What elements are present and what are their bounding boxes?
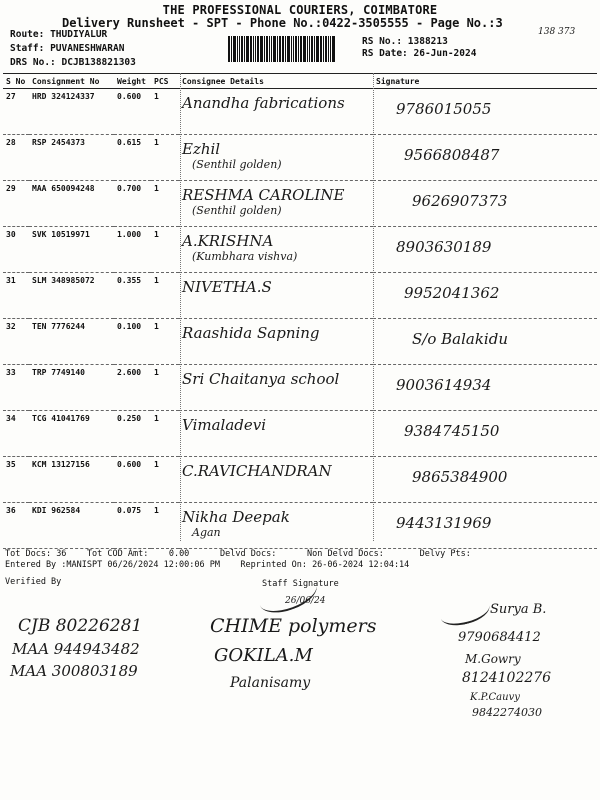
- cell-consignee: [179, 273, 373, 319]
- cell-sno: 36: [3, 503, 29, 549]
- barcode-bar: [271, 36, 272, 62]
- signature-text: 9626907373: [412, 192, 508, 210]
- cell-signature: [373, 89, 597, 135]
- barcode-bar: [320, 36, 322, 62]
- rs-no-line: RS No.: 1388213: [362, 36, 448, 47]
- barcode-bar: [279, 36, 281, 62]
- table-row: [3, 227, 597, 273]
- cell-signature: [373, 273, 597, 319]
- cell-consignee: [179, 227, 373, 273]
- barcode: [228, 36, 356, 62]
- barcode-bar: [255, 36, 256, 62]
- cell-sno: 29: [3, 181, 29, 227]
- barcode-bar: [330, 36, 331, 62]
- runsheet-title: THE PROFESSIONAL COURIERS, COIMBATORE: [162, 3, 438, 17]
- signature-text: 9003614934: [396, 376, 492, 394]
- barcode-bar: [316, 36, 319, 62]
- rs-date-line: RS Date: 26-Jun-2024: [362, 48, 477, 59]
- barcode-bar: [295, 36, 297, 62]
- barcode-bar: [239, 36, 240, 62]
- cell-signature: [373, 135, 597, 181]
- drs-line: DRS No.: DCJB138821303: [10, 57, 136, 68]
- cell-pcs: 1: [151, 503, 179, 549]
- table-row: [3, 273, 597, 319]
- handwritten-note: Palanisamy: [230, 675, 311, 691]
- signature-text: 9566808487: [404, 146, 500, 164]
- signature-text: 9952041362: [404, 284, 500, 302]
- cell-sno: 35: [3, 457, 29, 503]
- route-line: Route: THUDIYALUR: [10, 29, 108, 40]
- cell-consignee: [179, 457, 373, 503]
- barcode-bar: [314, 36, 315, 62]
- consignee-name: Ezhil: [182, 140, 221, 158]
- signature-text: S/o Balakidu: [412, 330, 508, 348]
- cell-consignee: [179, 181, 373, 227]
- cell-consignment-no: KDI 962584: [29, 503, 114, 549]
- barcode-bar: [237, 36, 238, 62]
- handwritten-note: 8124102276: [462, 670, 552, 686]
- barcode-bar: [287, 36, 290, 62]
- consignee-note: (Senthil golden): [192, 204, 282, 217]
- barcode-bar: [311, 36, 313, 62]
- staff-signature-label: Staff Signature: [262, 579, 339, 589]
- table-row: [3, 457, 597, 503]
- cell-consignee: [179, 135, 373, 181]
- barcode-bar: [253, 36, 254, 62]
- cell-weight: 2.600: [114, 365, 151, 411]
- barcode-bar: [291, 36, 292, 62]
- cell-sno: 33: [3, 365, 29, 411]
- cell-pcs: 1: [151, 411, 179, 457]
- staff-value: PUVANESHWARAN: [50, 43, 125, 54]
- cell-weight: 1.000: [114, 227, 151, 273]
- entered-by-line: Entered By :MANISPT 06/26/2024 12:00:06 PM Reprinted On: 26-06-2024 12:04:14: [5, 560, 410, 570]
- consignee-name: Vimaladevi: [182, 416, 267, 434]
- column-divider: [180, 73, 181, 541]
- barcode-bar: [282, 36, 284, 62]
- barcode-bar: [244, 36, 245, 62]
- consignee-name: C.RAVICHANDRAN: [182, 462, 332, 480]
- cell-signature: [373, 411, 597, 457]
- cell-pcs: 1: [151, 227, 179, 273]
- totals-line: Tot Docs: 36 Tot COD Amt: 0.00 Delvd Docs: Non Delvd Docs: Delvy Pts:: [5, 549, 471, 559]
- cell-weight: 0.075: [114, 503, 151, 549]
- cell-consignee: [179, 89, 373, 135]
- cell-consignee: [179, 365, 373, 411]
- barcode-bar: [266, 36, 268, 62]
- table-row: [3, 503, 597, 549]
- cell-signature: [373, 365, 597, 411]
- barcode-bar: [233, 36, 236, 62]
- runsheet-subtitle: Delivery Runsheet - SPT - Phone No.:0422-3505555 - Page No.:3: [62, 16, 503, 30]
- table-header-row: [3, 74, 597, 89]
- consignee-note: Agan: [192, 526, 221, 539]
- route-value: THUDIYALUR: [50, 29, 108, 40]
- barcode-bar: [269, 36, 270, 62]
- cell-consignment-no: TEN 7776244: [29, 319, 114, 365]
- cell-consignment-no: KCM 13127156: [29, 457, 114, 503]
- runsheet-table: [3, 73, 597, 549]
- barcode-bar: [241, 36, 243, 62]
- barcode-bar: [257, 36, 259, 62]
- handwritten-note: 9790684412: [458, 630, 541, 645]
- cell-consignee: [179, 503, 373, 549]
- cell-consignment-no: TRP 7749140: [29, 365, 114, 411]
- consignee-name: RESHMA CAROLINE: [182, 186, 345, 204]
- cell-weight: 0.600: [114, 89, 151, 135]
- rs-no-value: 1388213: [407, 36, 448, 47]
- barcode-bar: [309, 36, 310, 62]
- col-header-signature: Signature: [373, 74, 597, 89]
- cell-weight: 0.700: [114, 181, 151, 227]
- cell-weight: 0.615: [114, 135, 151, 181]
- consignee-name: NIVETHA.S: [182, 278, 272, 296]
- consignee-name: A.KRISHNA: [182, 232, 274, 250]
- consignee-name: Raashida Sapning: [182, 324, 320, 342]
- cell-consignment-no: SLM 348985072: [29, 273, 114, 319]
- rs-date-value: 26-Jun-2024: [413, 48, 477, 59]
- signature-scribble: [438, 594, 493, 630]
- barcode-bar: [285, 36, 286, 62]
- cell-signature: [373, 227, 597, 273]
- cell-consignment-no: TCG 41041769: [29, 411, 114, 457]
- table-row: [3, 411, 597, 457]
- cell-pcs: 1: [151, 135, 179, 181]
- consignee-note: (Senthil golden): [192, 158, 282, 171]
- barcode-bar: [303, 36, 306, 62]
- handwritten-note: GOKILA.M: [214, 645, 313, 666]
- col-header-sno: S No: [3, 74, 29, 89]
- cell-consignee: [179, 411, 373, 457]
- handwritten-note: M.Gowry: [465, 652, 521, 666]
- barcode-bar: [264, 36, 265, 62]
- cell-signature: [373, 319, 597, 365]
- handwritten-note: Surya B.: [490, 602, 547, 617]
- table-row: [3, 135, 597, 181]
- corner-note: 138 373: [538, 27, 576, 37]
- table-row: [3, 365, 597, 411]
- barcode-bar: [246, 36, 249, 62]
- col-header-weight: Weight: [114, 74, 151, 89]
- col-header-consignment: Consignment No: [29, 74, 114, 89]
- cell-weight: 0.100: [114, 319, 151, 365]
- consignee-name: Sri Chaitanya school: [182, 370, 340, 388]
- barcode-bar: [293, 36, 294, 62]
- signature-text: 8903630189: [396, 238, 492, 256]
- barcode-bar: [273, 36, 276, 62]
- column-divider: [373, 73, 374, 541]
- cell-pcs: 1: [151, 319, 179, 365]
- cell-signature: [373, 503, 597, 549]
- drs-value: DCJB138821303: [61, 57, 136, 68]
- cell-consignee: [179, 319, 373, 365]
- barcode-bar: [228, 36, 230, 62]
- barcode-bar: [300, 36, 302, 62]
- cell-weight: 0.355: [114, 273, 151, 319]
- cell-pcs: 1: [151, 273, 179, 319]
- cell-signature: [373, 457, 597, 503]
- barcode-bar: [332, 36, 335, 62]
- signature-text: 9786015055: [396, 100, 492, 118]
- signature-scribble: [255, 571, 322, 620]
- handwritten-note: MAA 944943482: [12, 640, 140, 658]
- barcode-bar: [277, 36, 278, 62]
- signature-text: 9865384900: [412, 468, 508, 486]
- cell-consignment-no: RSP 2454373: [29, 135, 114, 181]
- table-row: [3, 181, 597, 227]
- handwritten-note: CJB 80226281: [18, 616, 143, 636]
- handwritten-note: 9842274030: [472, 706, 542, 719]
- cell-signature: [373, 181, 597, 227]
- cell-pcs: 1: [151, 457, 179, 503]
- cell-sno: 27: [3, 89, 29, 135]
- signature-text: 9384745150: [404, 422, 500, 440]
- barcode-bar: [231, 36, 232, 62]
- cell-weight: 0.600: [114, 457, 151, 503]
- barcode-bar: [250, 36, 252, 62]
- handwritten-note: MAA 300803189: [10, 662, 138, 680]
- cell-sno: 34: [3, 411, 29, 457]
- cell-consignment-no: SVK 10519971: [29, 227, 114, 273]
- cell-weight: 0.250: [114, 411, 151, 457]
- staff-line: Staff: PUVANESHWARAN: [10, 43, 125, 54]
- cell-consignment-no: MAA 650094248: [29, 181, 114, 227]
- consignee-name: Nikha Deepak: [182, 508, 290, 526]
- cell-pcs: 1: [151, 89, 179, 135]
- cell-sno: 28: [3, 135, 29, 181]
- signature-text: 9443131969: [396, 514, 492, 532]
- barcode-bar: [328, 36, 329, 62]
- cell-pcs: 1: [151, 181, 179, 227]
- table-row: [3, 319, 597, 365]
- barcode-bar: [298, 36, 299, 62]
- barcode-bar: [323, 36, 324, 62]
- cell-sno: 30: [3, 227, 29, 273]
- cell-sno: 31: [3, 273, 29, 319]
- cell-sno: 32: [3, 319, 29, 365]
- barcode-bar: [260, 36, 263, 62]
- table-row: [3, 89, 597, 135]
- handwritten-note: K.P.Cauvy: [470, 692, 520, 703]
- consignee-note: (Kumbhara vishva): [192, 250, 298, 263]
- cell-pcs: 1: [151, 365, 179, 411]
- cell-consignment-no: HRD 324124337: [29, 89, 114, 135]
- handwritten-note: CHIME polymers: [210, 615, 377, 637]
- col-header-consignee: Consignee Details: [179, 74, 373, 89]
- verified-by-label: Verified By: [5, 577, 62, 587]
- consignee-name: Anandha fabrications: [182, 94, 345, 112]
- barcode-bar: [307, 36, 308, 62]
- handwritten-date: 26/06/24: [285, 596, 326, 606]
- col-header-pcs: PCS: [151, 74, 179, 89]
- barcode-bar: [325, 36, 327, 62]
